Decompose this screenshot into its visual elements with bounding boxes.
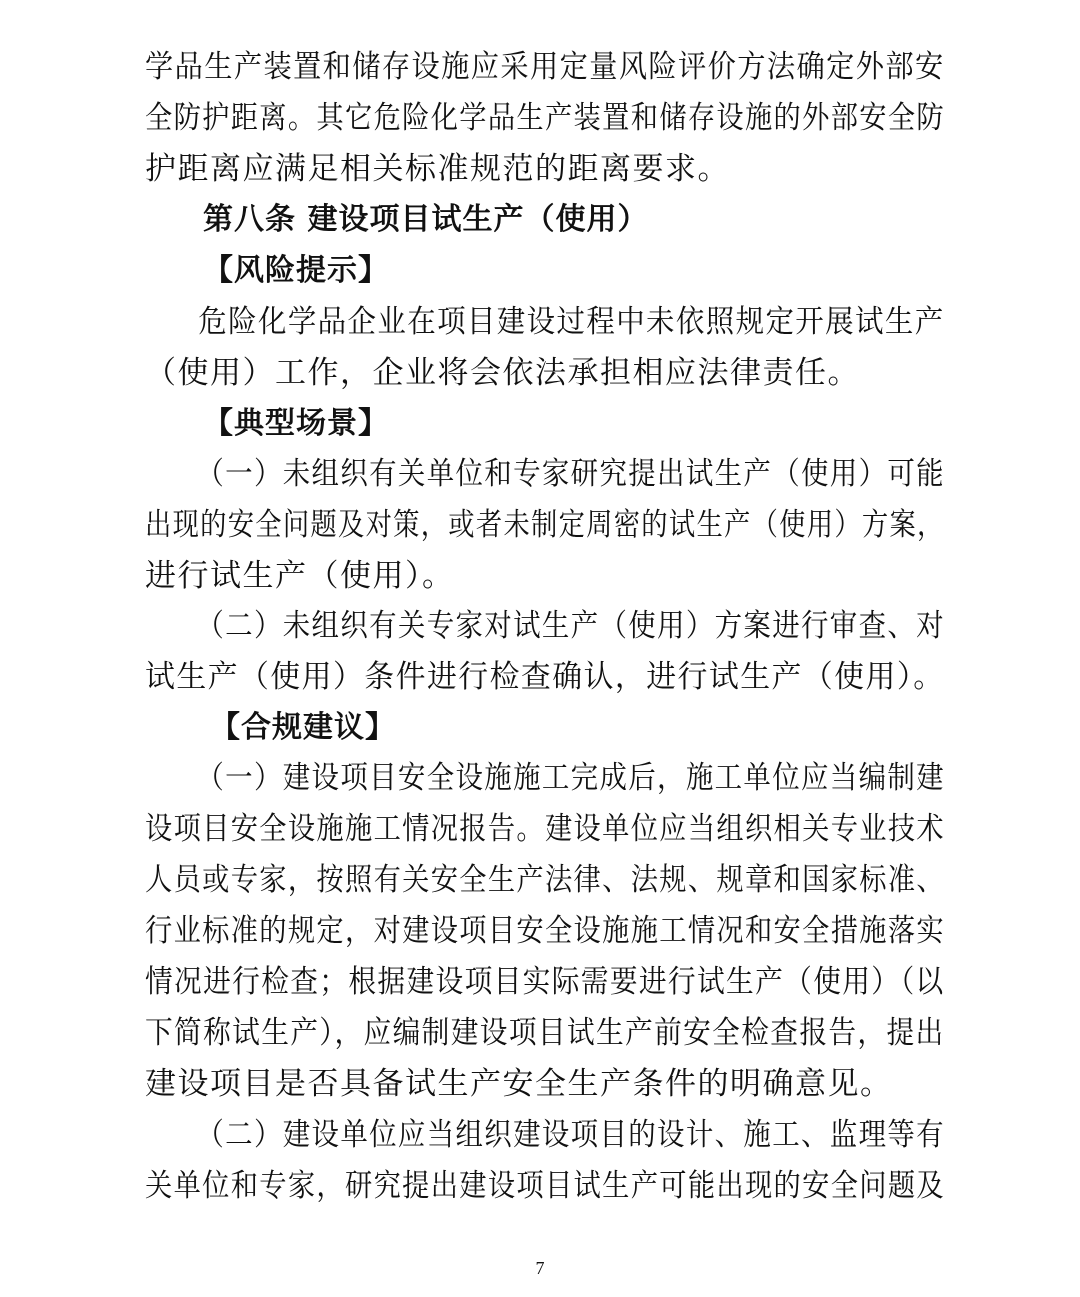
text-line: （一）未组织有关单位和专家研究提出试生产（使用）可能 [196,456,945,492]
intro-paragraph [145,42,945,195]
risk-heading: 【风险提示】 [203,253,389,288]
text-line: 进行试生产（使用）。 [145,558,455,594]
text-line: （一）建设项目安全设施施工完成后，施工单位应当编制建 [196,760,945,796]
risk-paragraph [145,297,945,399]
text-line: 出现的安全问题及对策，或者未制定周密的试生产（使用）方案， [145,507,945,543]
text-line: 试生产（使用）条件进行检查确认，进行试生产（使用）。 [145,659,945,695]
text-line: （二）建设单位应当组织建设项目的设计、施工、监理等有 [196,1117,945,1153]
text-line: 学品生产装置和储存设施应采用定量风险评价方法确定外部安 [145,49,945,85]
text-line: 危险化学品企业在项目建设过程中未依照规定开展试生产 [198,304,945,340]
text-line: （使用）工作，企业将会依法承担相应法律责任。 [145,355,860,391]
text-line: 人员或专家，按照有关安全生产法律、法规、规章和国家标准、 [145,862,945,898]
text-line: 行业标准的规定，对建设项目安全设施施工情况和安全措施落实 [145,913,945,949]
text-line: 下简称试生产），应编制建设项目试生产前安全检查报告，提出 [145,1015,945,1051]
text-line: 护距离应满足相关标准规范的距离要求。 [145,151,730,187]
page-number: 7 [535,1258,545,1278]
scene-2-paragraph [145,601,945,703]
advice-heading: 【合规建议】 [210,710,396,745]
text-line: 设项目安全设施施工情况报告。建设单位应当组织相关专业技术 [145,811,945,847]
advice-1-paragraph [145,753,945,1110]
scene-1-paragraph [145,449,945,602]
text-line: 关单位和专家，研究提出建设项目试生产可能出现的安全问题及 [145,1168,945,1204]
advice-2-paragraph [145,1110,945,1212]
text-line: 全防护距离。其它危险化学品生产装置和储存设施的外部安全防 [145,100,945,136]
text-line: 情况进行检查；根据建设项目实际需要进行试生产（使用）（以 [145,964,945,1000]
scene-heading: 【典型场景】 [203,406,389,441]
article-title: 第八条 建设项目试生产（使用） [203,202,649,237]
text-line: 建设项目是否具备试生产安全生产条件的明确意见。 [145,1066,893,1102]
text-line: （二）未组织有关专家对试生产（使用）方案进行审查、对 [196,608,945,644]
